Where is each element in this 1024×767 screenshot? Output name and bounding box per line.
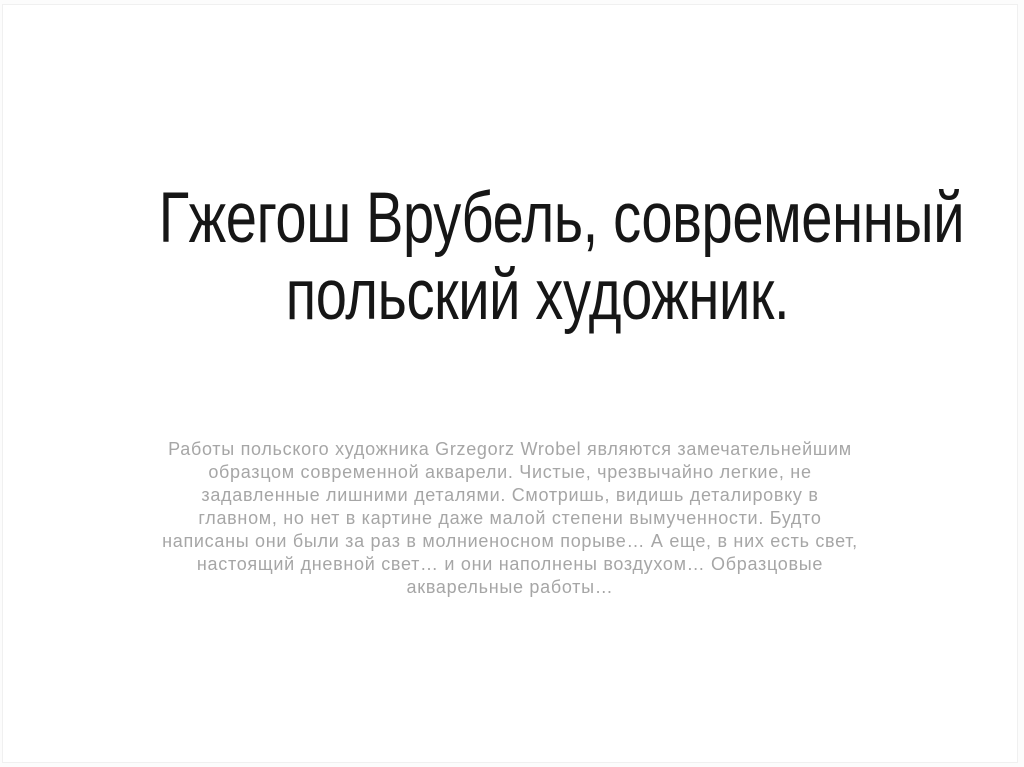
slide-title-line-1: Гжегош Врубель, современный: [158, 178, 965, 258]
slide-body-line-3: задавленные лишними деталями. Смотришь, видишь деталировку в: [201, 485, 819, 505]
slide-title: [158, 178, 965, 335]
slide: [2, 4, 1018, 763]
slide-body-line-2: образцом современной акварели. Чистые, чрезвычайно легкие, не: [208, 462, 812, 482]
slide-body-line-5: написаны они были за раз в молниеносном порыве… А еще, в них есть свет,: [162, 531, 858, 551]
slide-body-line-7: акварельные работы…: [406, 577, 614, 597]
slide-body-paragraph: [3, 438, 1017, 599]
slide-title-line-2: польский художник.: [285, 255, 790, 335]
slide-body-line-6: настоящий дневной свет… и они наполнены воздухом… Образцовые: [196, 554, 824, 574]
slide-body-line-1: Работы польского художника Grzegorz Wrobel являются замечательнейшим: [168, 439, 852, 459]
slide-body-line-4: главном, но нет в картине даже малой степени вымученности. Будто: [198, 508, 822, 528]
